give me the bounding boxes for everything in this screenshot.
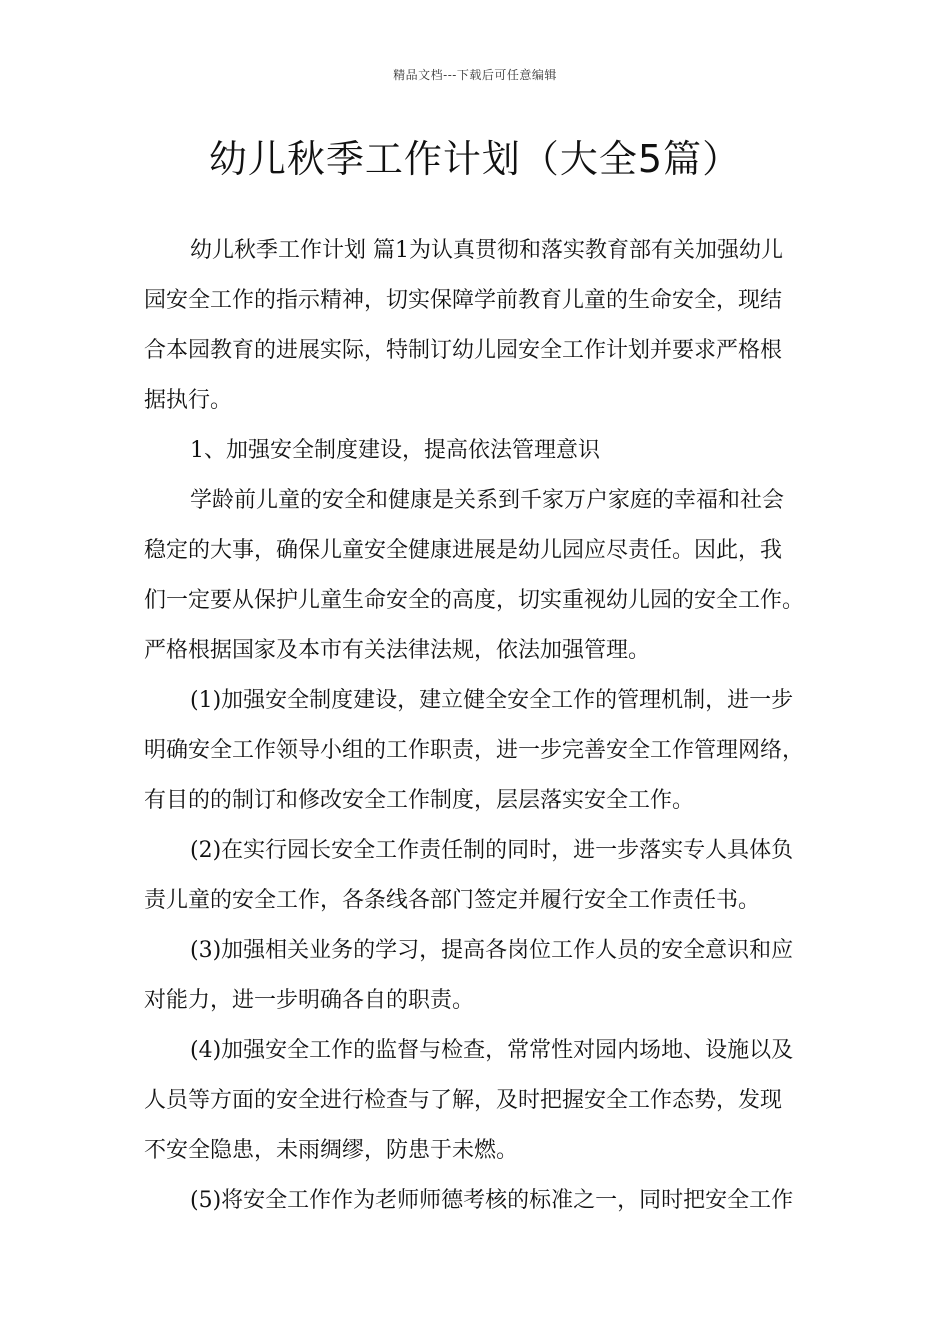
paragraph-line: 们一定要从保护儿童生命安全的高度，切实重视幼儿园的安全工作。 [144,588,805,613]
paragraph-line: 学龄前儿童的安全和健康是关系到千家万户家庭的幸福和社会 [190,488,785,513]
paragraph-line: 对能力，进一步明确各自的职责。 [144,988,475,1013]
document-title: 幼儿秋季工作计划（大全5篇） [208,137,742,181]
paragraph-line: (4)加强安全工作的监督与检查，常常性对园内场地、设施以及 [190,1038,794,1063]
paragraph-line: 稳定的大事，确保儿童安全健康进展是幼儿园应尽责任。因此，我 [144,538,783,563]
paragraph-line: 不安全隐患，未雨绸缪，防患于未燃。 [144,1138,519,1163]
paragraph-line: 有目的的制订和修改安全工作制度，层层落实安全工作。 [144,788,695,813]
paragraph-line: 严格根据国家及本市有关法律法规，依法加强管理。 [144,638,651,663]
paragraph-line: 合本园教育的进展实际，特制订幼儿园安全工作计划并要求严格根 [144,338,783,363]
paragraph-line: 园安全工作的指示精神，切实保障学前教育儿童的生命安全，现结 [144,288,783,313]
page-header: 精品文档---下载后可任意编辑 [393,68,557,82]
paragraph-line: (3)加强相关业务的学习，提高各岗位工作人员的安全意识和应 [190,938,794,963]
paragraph-line: (5)将安全工作作为老师师德考核的标准之一，同时把安全工作 [190,1188,794,1213]
paragraph-line: 责儿童的安全工作，各条线各部门签定并履行安全工作责任书。 [144,888,761,913]
paragraph-line: 据执行。 [144,388,233,413]
paragraph-line: (2)在实行园长安全工作责任制的同时，进一步落实专人具体负 [190,838,794,863]
section-heading: 1、加强安全制度建设，提高依法管理意识 [190,438,600,463]
paragraph-line: 明确安全工作领导小组的工作职责，进一步完善安全工作管理网络， [144,738,805,763]
paragraph-line: (1)加强安全制度建设，建立健全安全工作的管理机制，进一步 [190,688,794,713]
paragraph-line: 人员等方面的安全进行检查与了解，及时把握安全工作态势，发现 [144,1088,783,1113]
paragraph-line: 幼儿秋季工作计划 篇1为认真贯彻和落实教育部有关加强幼儿 [190,238,783,263]
